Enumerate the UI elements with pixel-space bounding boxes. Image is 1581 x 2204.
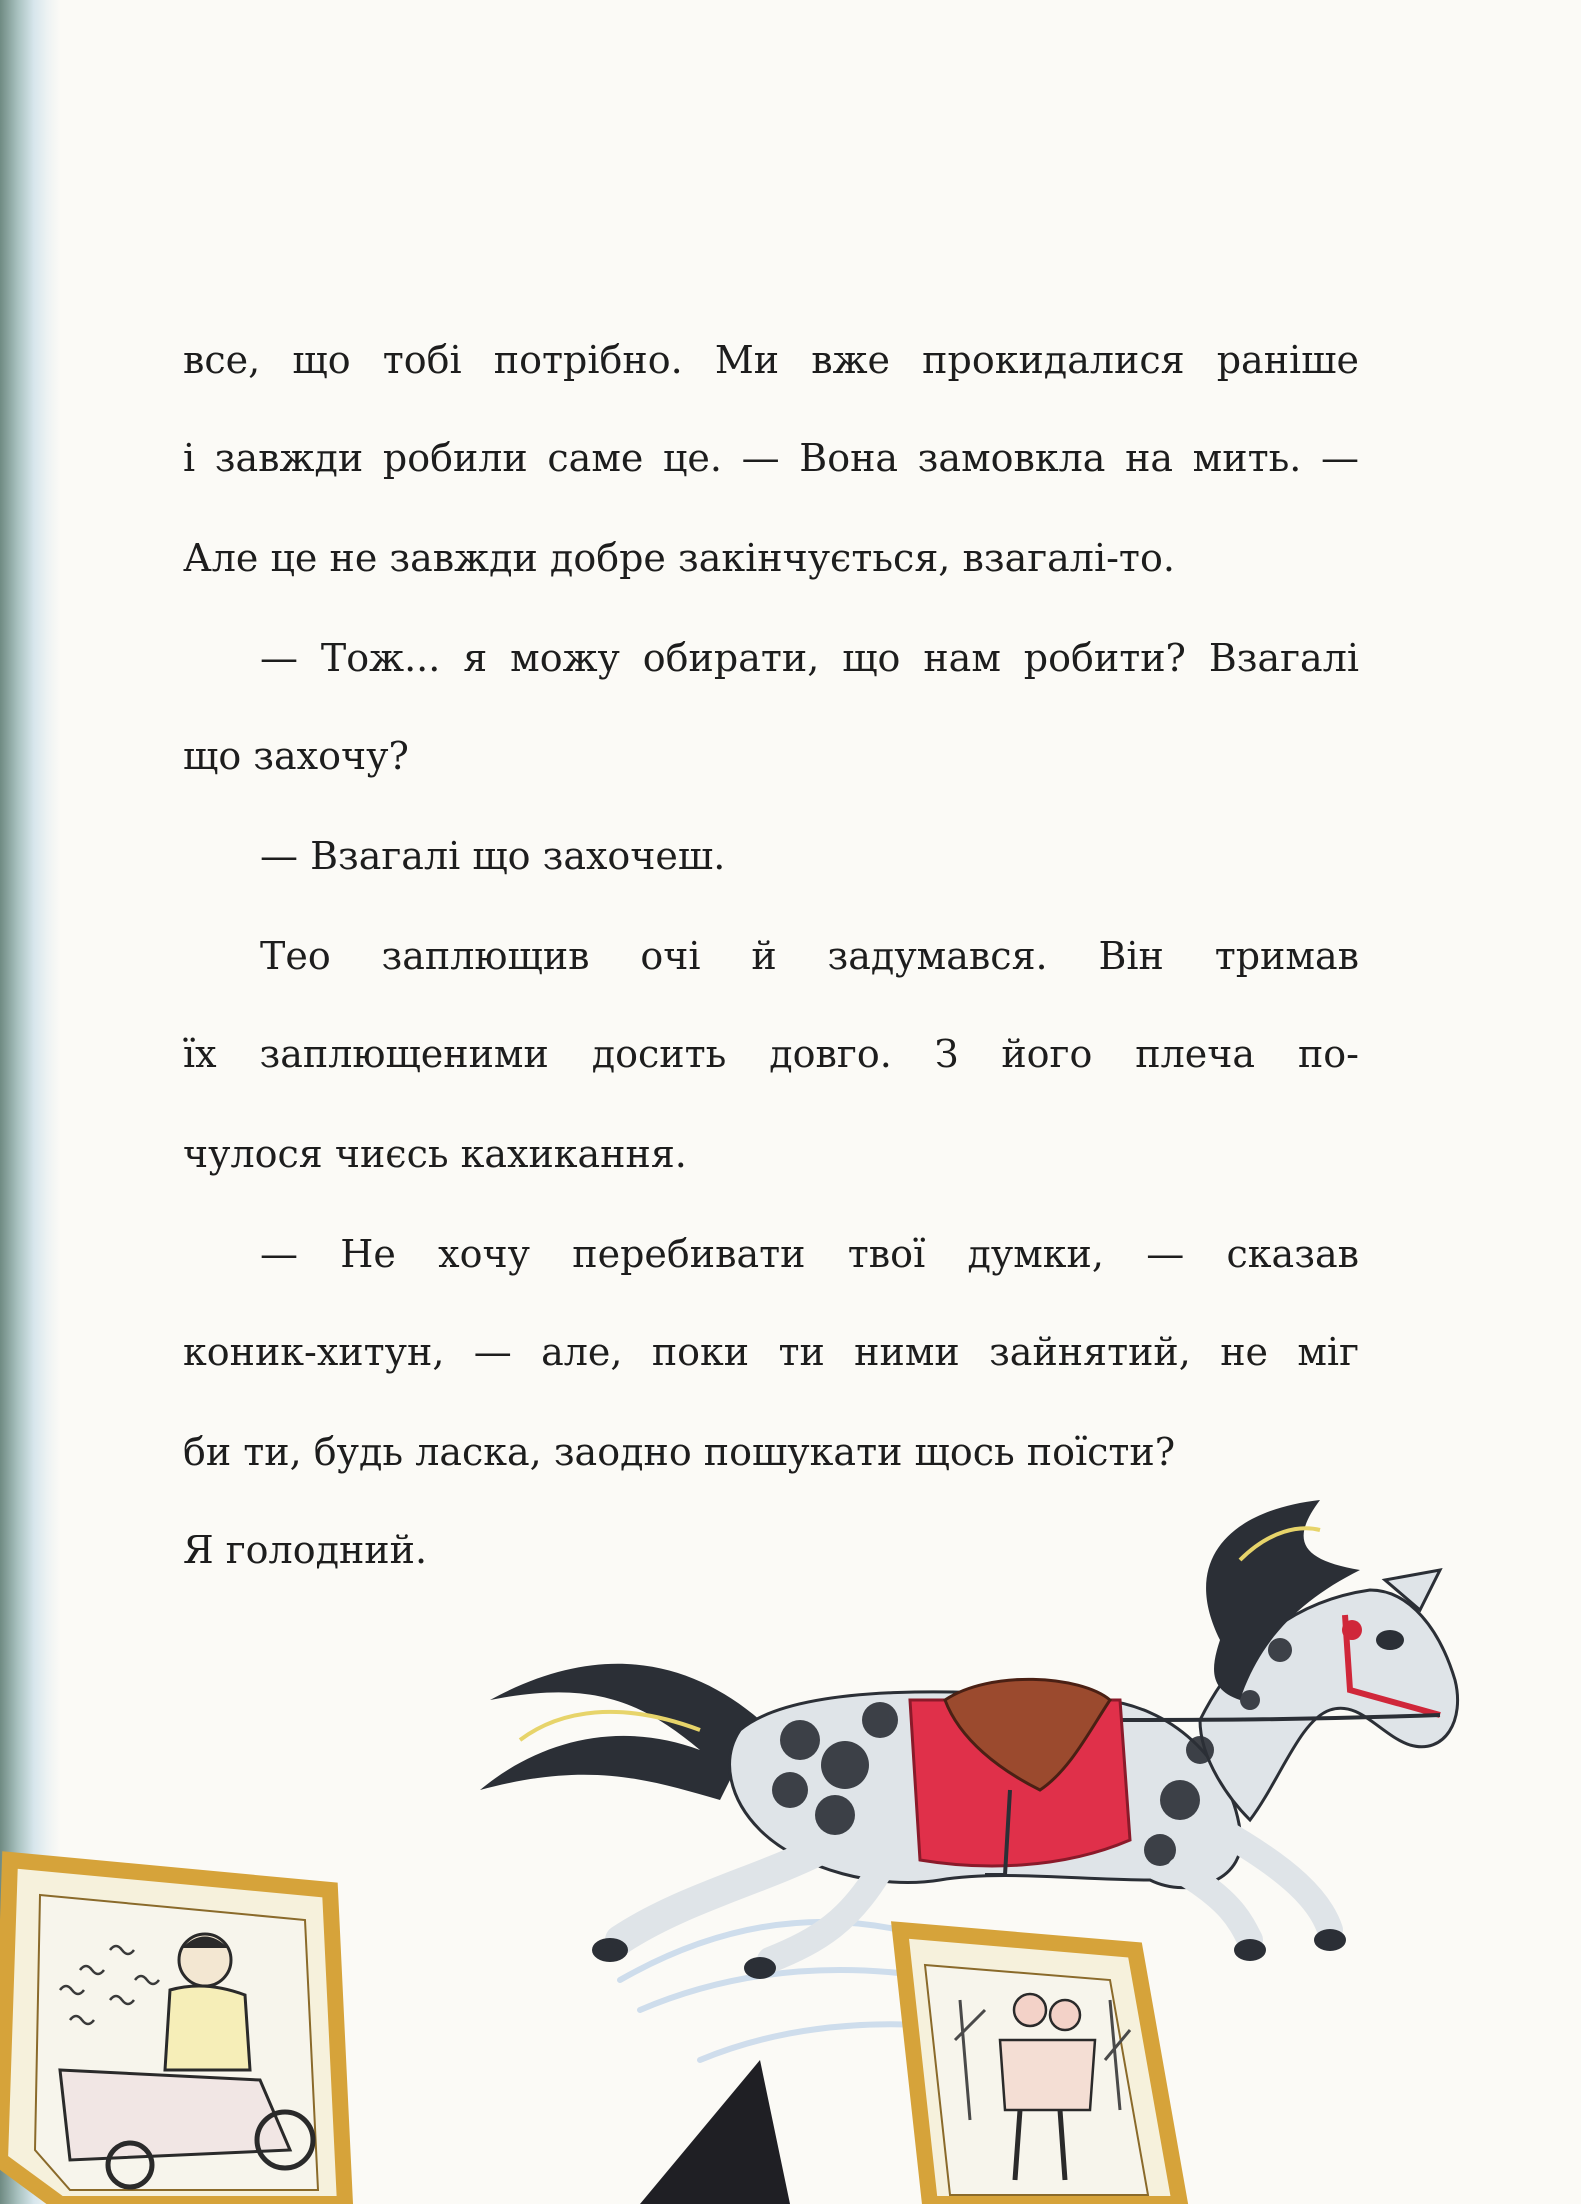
flying-horse [480,1500,1458,1979]
text-line: Тео заплющив очі й задумався. Він тримав [260,934,1359,978]
text-line: Але це не завжди добре закінчується, взагалі-то. [183,536,1175,580]
text-line: чулося чиєсь кахикання. [183,1132,687,1176]
text-line: би ти, будь ласка, заодно пошукати щось поїсти? [183,1430,1176,1474]
center-framed-picture [640,1930,1180,2204]
text-line: все, що тобі потрібно. Ми вже прокидалися раніше [183,338,1359,382]
text-line: — Не хочу перебивати твої думки, — сказав [260,1232,1359,1276]
text-line: і завжди робили саме це. — Вона замовкла на мить. — [183,436,1359,480]
text-line: що захочу? [183,734,409,778]
left-framed-picture [0,1860,345,2204]
text-line: Я голодний. [183,1528,428,1572]
text-line: коник-хитун, — але, поки ти ними зайнятий, не міг [183,1330,1359,1374]
text-line: — Взагалі що захочеш. [260,834,726,878]
text-line: — Тож... я можу обирати, що нам робити? Взагалі [260,636,1359,680]
text-line: їх заплющеними досить довго. З його плеча по- [183,1032,1359,1076]
